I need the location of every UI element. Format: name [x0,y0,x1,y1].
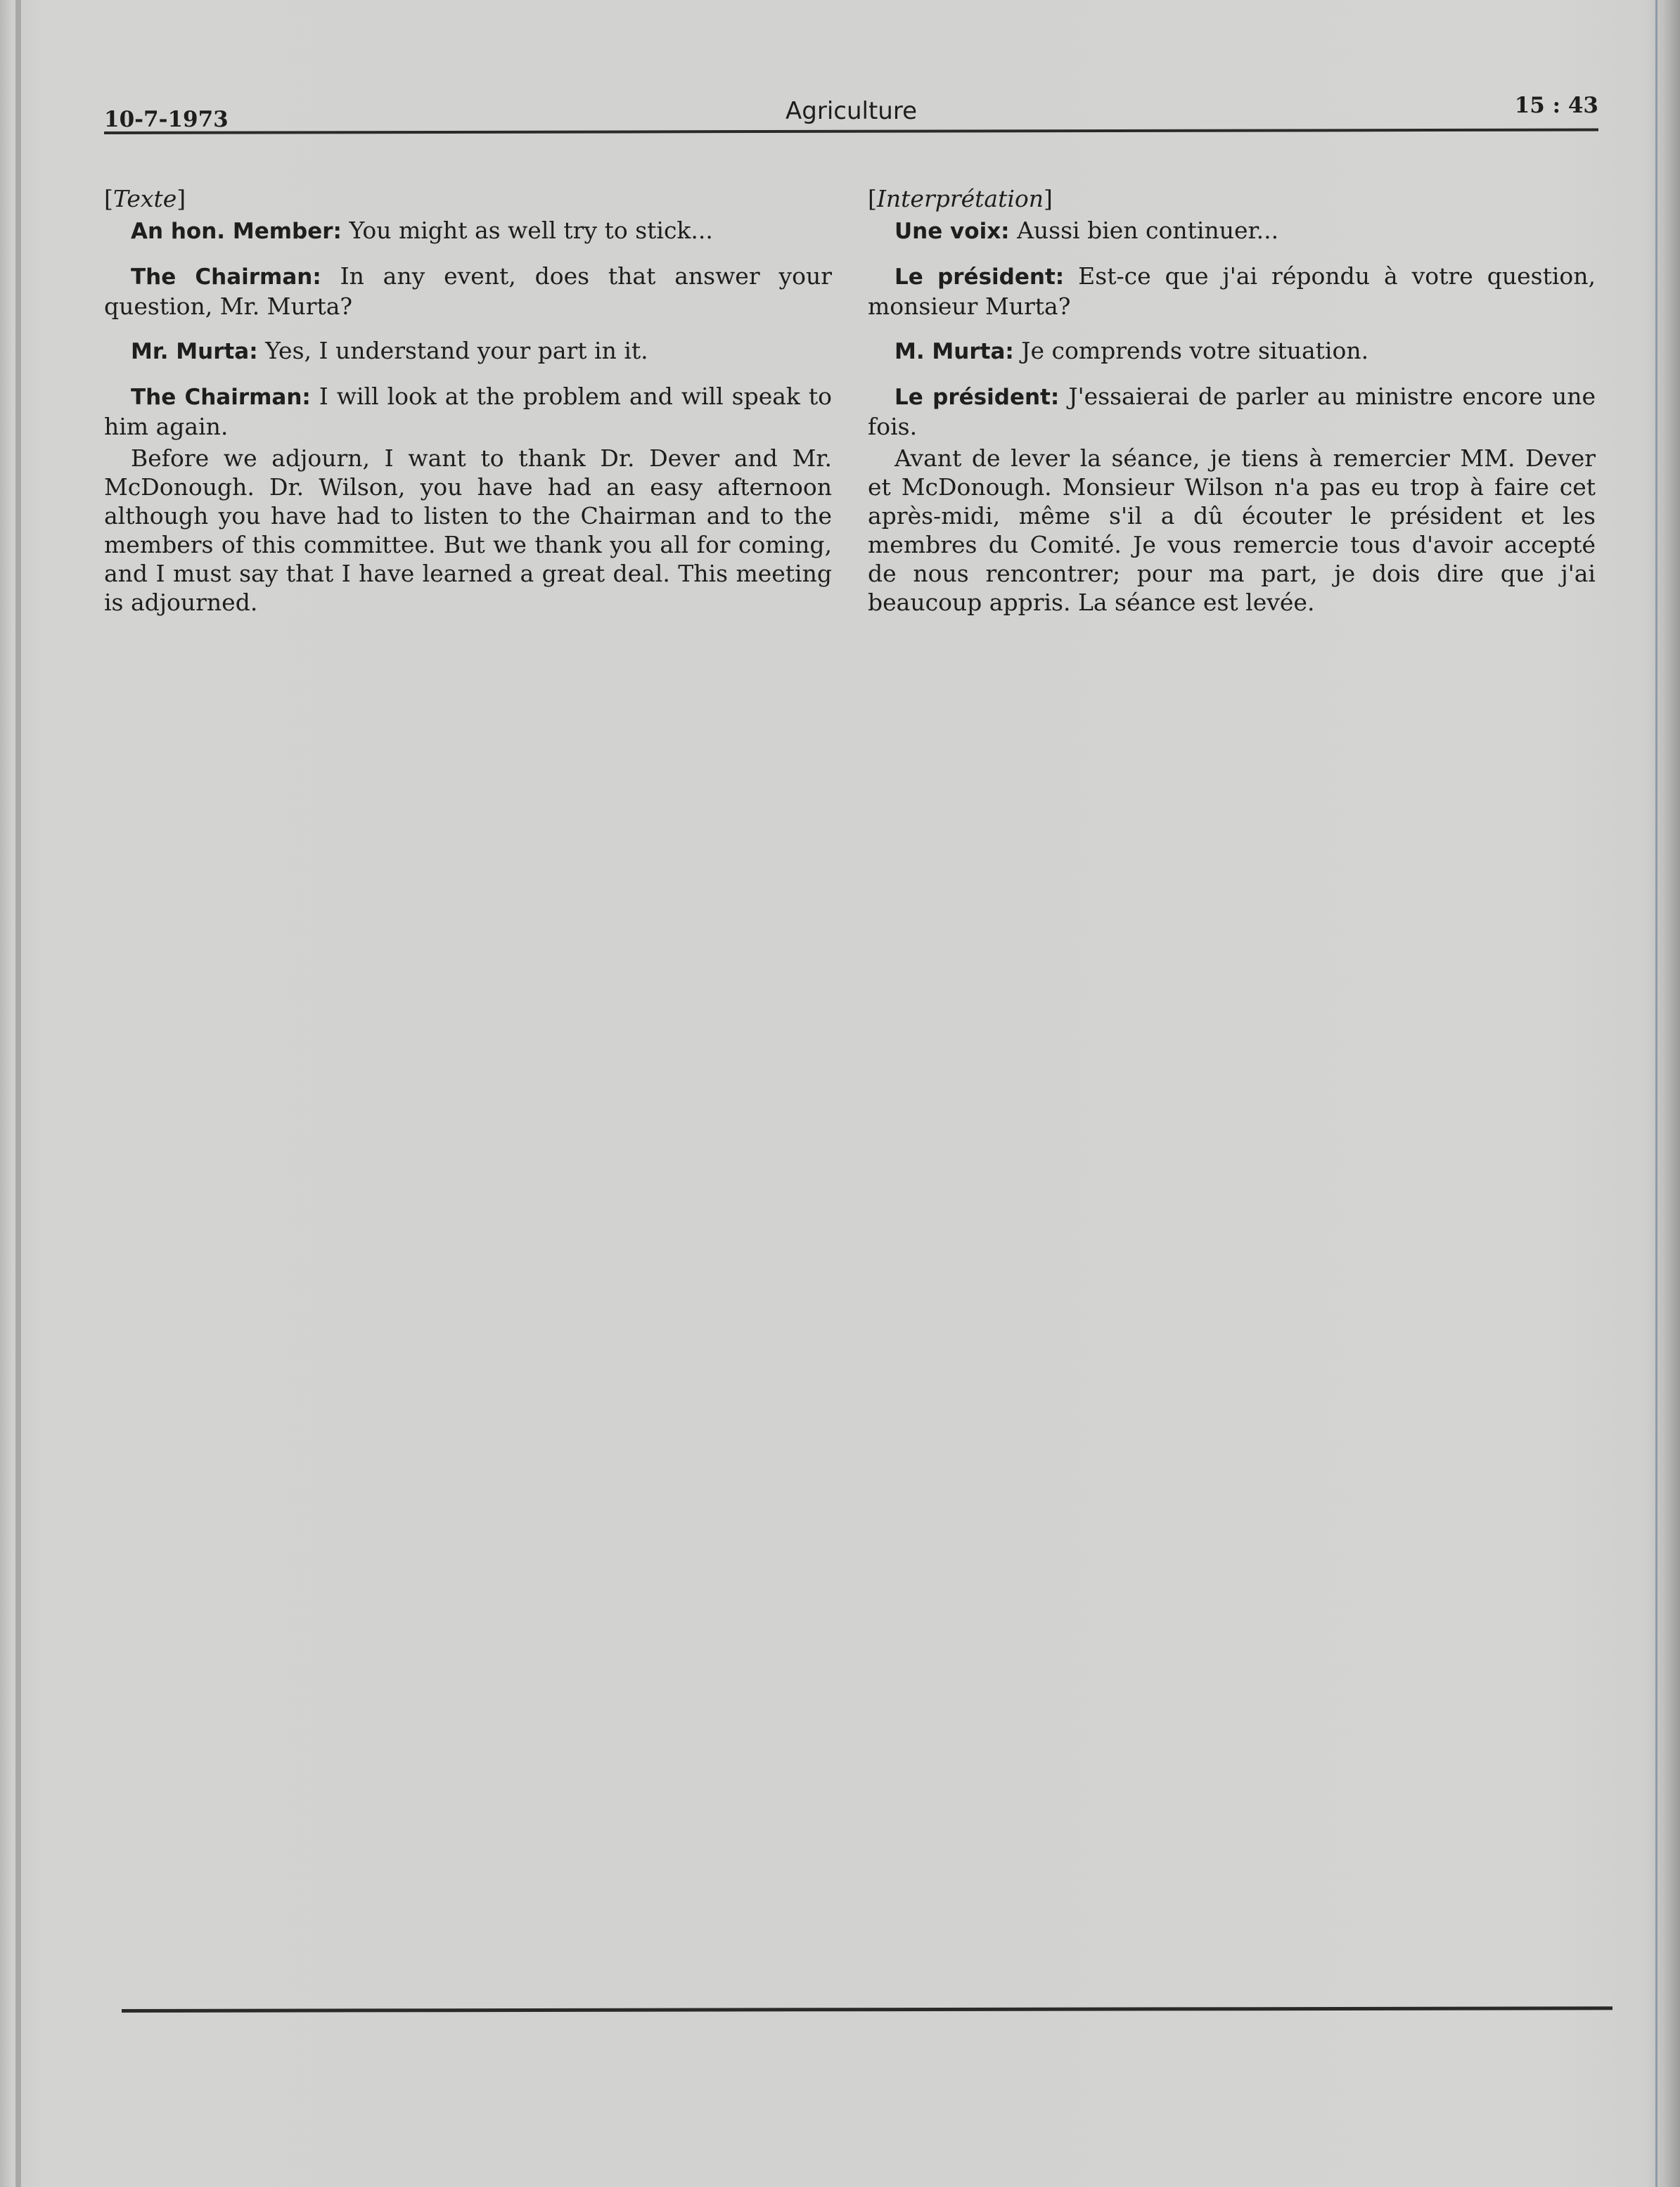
english-column [104,184,832,617]
header-page-number: 15 : 43 [1514,93,1598,118]
section-label-texte: [Texte] [104,185,186,212]
speech-text: You might as well try to stick... [349,217,713,244]
speech-paragraph [104,444,832,617]
speech-paragraph [868,444,1596,617]
speech-paragraph [104,336,832,366]
speech-text: I will look at the problem and will speak to him again. [104,383,832,440]
page-edge [1655,0,1657,2187]
speech-paragraph [104,382,832,441]
speech-paragraph [868,382,1596,441]
speech-text: Est-ce que j'ai répondu à votre question, monsieur Murta? [868,262,1596,320]
speaker-name: The Chairman: [131,385,311,410]
header-date: 10-7-1973 [104,107,229,132]
speech-paragraph [104,216,832,246]
speech-text: Yes, I understand your part in it. [265,337,648,364]
speaker-name: Une voix: [894,219,1010,244]
speaker-name: The Chairman: [131,264,321,290]
page-spine-shadow [15,0,21,2187]
speech-paragraph [868,216,1596,246]
speaker-name: M. Murta: [894,339,1014,364]
speaker-name: Le président: [894,385,1060,410]
speech-text: Aussi bien continuer... [1017,217,1279,244]
french-column [868,184,1596,617]
speaker-name: Le président: [894,264,1065,290]
speaker-name: Mr. Murta: [131,339,258,364]
speech-paragraph [868,336,1596,366]
speech-text: Je comprends votre situation. [1021,337,1369,364]
footer-rule [122,2006,1612,2013]
speech-text: Avant de lever la séance, je tiens à remercier MM. Dever et McDonough. Monsieur Wilson n'a pas eu trop à faire cet après-midi, même s'il a dû écouter le président et les membres du Comité. Je vous remercie tous d'avoir accepté de nous rencontrer; pour ma part, je dois dire que j'ai beaucoup appris. La séance est levée. [868,444,1596,616]
speech-paragraph [868,262,1596,321]
speech-text: Before we adjourn, I want to thank Dr. Dever and Mr. McDonough. Dr. Wilson, you have had an easy afternoon although you have had to listen to the Chairman and to the members of this committee. But we thank you all for coming, and I must say that I have learned a great deal. This meeting is adjourned. [104,444,832,616]
speaker-name: An hon. Member: [131,219,342,244]
section-label-interpretation: [Interprétation] [868,185,1053,212]
speech-text: In any event, does that answer your question, Mr. Murta? [104,262,832,320]
speech-paragraph [104,262,832,321]
header-title: Agriculture [786,97,917,125]
speech-text: J'essaierai de parler au ministre encore une fois. [868,383,1596,440]
